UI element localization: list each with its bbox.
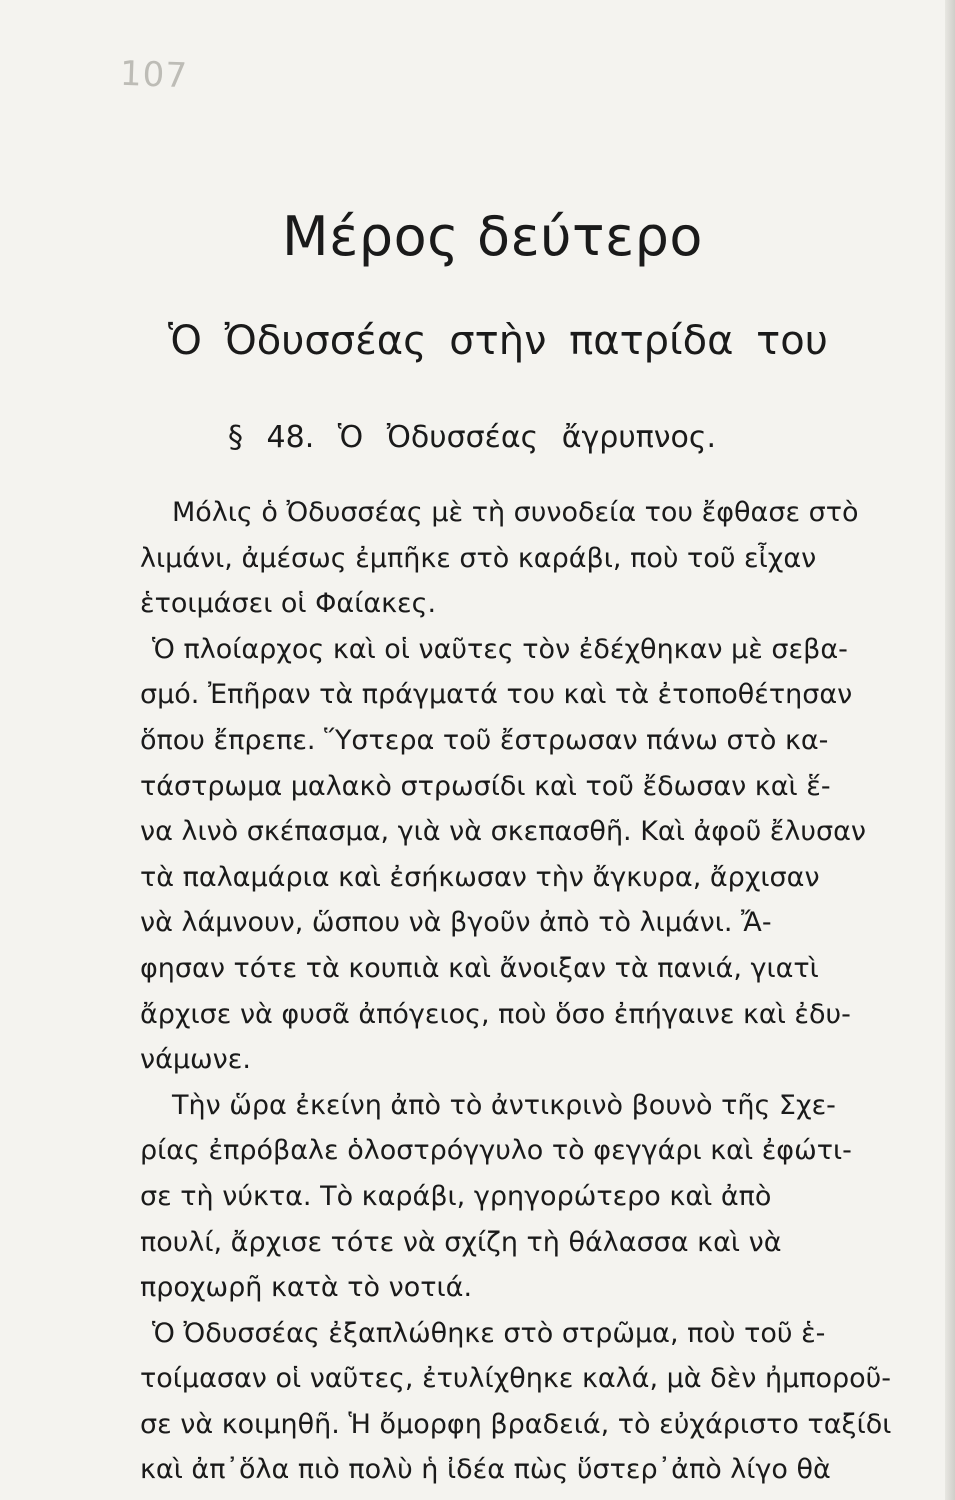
text-line: σε νὰ κοιμηθῆ. Ἡ ὄμορφη βραδειά, τὸ εὐχάριστο ταξίδι [140,1408,892,1440]
text-line: ἑτοιμάσει οἱ Φαίακες. [140,588,437,620]
text-line: φησαν τότε τὰ κουπιὰ καὶ ἄνοιξαν τὰ πανιά, γιατὶ [140,952,819,984]
text-line: Ὁ πλοίαρχος καὶ οἱ ναῦτες τὸν ἐδέχθηκαν μὲ σεβα- [152,633,848,665]
text-line: τὰ παλαμάρια καὶ ἐσήκωσαν τὴν ἄγκυρα, ἄρχισαν [140,861,820,893]
text-line: πουλί, ἄρχισε τότε νὰ σχίζη τὴ θάλασσα καὶ νὰ [140,1226,782,1258]
text-line: ὅπου ἔπρεπε. Ὕστερα τοῦ ἔστρωσαν πάνω στὸ κα- [140,724,829,756]
text-line: λιμάνι, ἀμέσως ἐμπῆκε στὸ καράβι, ποὺ τοῦ εἶχαν [140,542,817,574]
text-line: νὰ λάμνουν, ὥσπου νὰ βγοῦν ἀπὸ τὸ λιμάνι. Ἄ- [140,907,772,939]
section-title: Ὁ Ὀδυσσέας ἄγρυπνος. [337,420,717,455]
text-line: Τὴν ὥρα ἐκείνη ἀπὸ τὸ ἀντικρινὸ βουνὸ τῆς Σχε- [172,1089,836,1121]
page-edge-shadow [945,0,955,1500]
text-line: να λινὸ σκέπασμα, γιὰ νὰ σκεπασθῆ. Καὶ ἀφοῦ ἔλυσαν [140,816,866,848]
text-line: τάστρωμα μαλακὸ στρωσίδι καὶ τοῦ ἔδωσαν καὶ ἕ- [140,770,831,802]
text-line: ἄρχισε νὰ φυσᾶ ἀπόγειος, ποὺ ὅσο ἐπήγαινε καὶ ἐδυ- [140,998,851,1030]
text-line: Ὁ Ὀδυσσέας ἐξαπλώθηκε στὸ στρῶμα, ποὺ τοῦ ἑ- [152,1317,826,1349]
section-number: § 48. [228,420,315,455]
body-text [140,490,940,1493]
section-heading [228,420,716,455]
text-line: σε τὴ νύκτα. Τὸ καράβι, γρηγορώτερο καὶ ἀπὸ [140,1180,772,1212]
chapter-title: Ὁ Ὀδυσσέας στὴν πατρίδα του [168,318,828,364]
text-line: νάμωνε. [140,1044,251,1076]
page-number: 107 [119,53,189,97]
text-line: ρίας ἐπρόβαλε ὁλοστρόγγυλο τὸ φεγγάρι καὶ ἐφώτι- [140,1135,852,1167]
text-line: σμό. Ἐπῆραν τὰ πράγματά του καὶ τὰ ἐτοποθέτησαν [140,679,853,711]
text-line: τοίμασαν οἱ ναῦτες, ἐτυλίχθηκε καλά, μὰ δὲν ἠμποροῦ- [140,1363,892,1395]
text-line: Μόλις ὁ Ὀδυσσέας μὲ τὴ συνοδεία του ἔφθασε στὸ [172,497,859,528]
part-title: Μέρος δεύτερο [282,205,703,268]
text-line: προχωρῆ κατὰ τὸ νοτιά. [140,1272,473,1304]
text-line: καὶ ἀπ᾽ὅλα πιὸ πολὺ ἡ ἰδέα πὼς ὕστερ᾽ἀπὸ λίγο θὰ [140,1454,831,1486]
